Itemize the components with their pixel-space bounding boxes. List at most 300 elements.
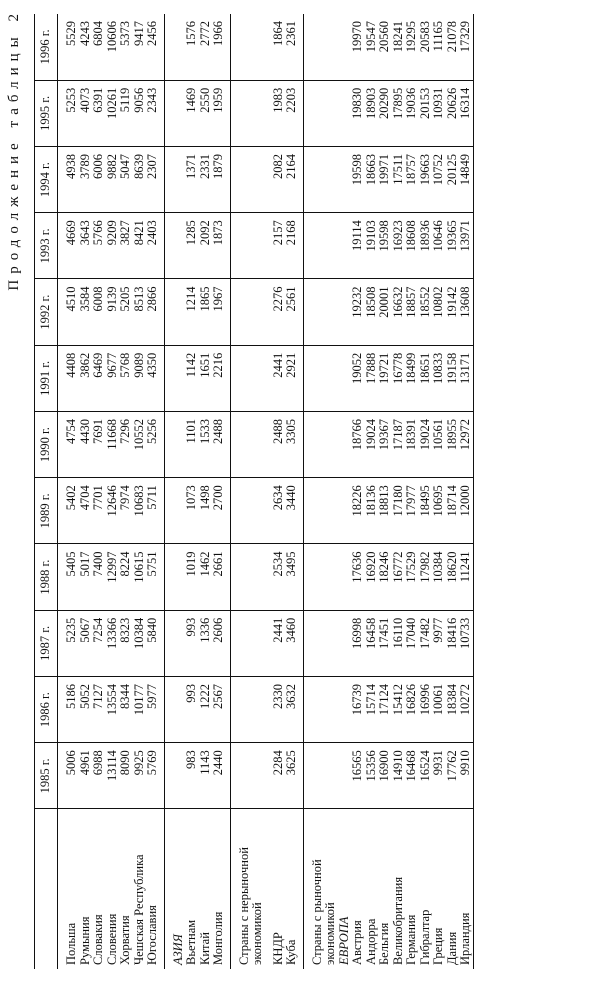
value-cell: 1214 bbox=[185, 279, 199, 345]
value-cell: 9977 bbox=[432, 610, 446, 676]
value-cell: 6469 bbox=[92, 345, 106, 411]
value-cell: 20125 bbox=[446, 147, 460, 213]
value-cell: 1576 bbox=[185, 14, 199, 80]
value-cell: 2700 bbox=[212, 478, 226, 544]
value-cell: 2921 bbox=[285, 345, 299, 411]
country-name: Бельгия bbox=[377, 922, 391, 965]
value-cell: 3625 bbox=[285, 743, 299, 809]
section-title-row bbox=[324, 14, 338, 969]
value-cell: 10931 bbox=[432, 80, 446, 146]
value-cell: 2561 bbox=[285, 279, 299, 345]
section-title-row bbox=[251, 14, 265, 969]
value-cell: 17329 bbox=[459, 14, 473, 80]
country-name: Австрия bbox=[350, 920, 364, 965]
section-title: ЕВРОПА bbox=[336, 916, 351, 965]
header-row bbox=[35, 14, 58, 969]
value-cell: 19663 bbox=[419, 147, 433, 213]
table-row bbox=[392, 14, 406, 969]
value-cell: 18226 bbox=[351, 478, 365, 544]
value-cell: 2441 bbox=[272, 610, 286, 676]
value-cell: 3632 bbox=[285, 677, 299, 743]
table-row bbox=[459, 14, 473, 969]
value-cell: 2307 bbox=[146, 147, 160, 213]
value-cell: 18499 bbox=[405, 345, 419, 411]
value-cell: 17636 bbox=[351, 544, 365, 610]
value-cell: 2284 bbox=[272, 743, 286, 809]
value-cell: 16996 bbox=[419, 677, 433, 743]
country-name: Югославия bbox=[145, 905, 159, 965]
value-cell: 19971 bbox=[378, 147, 392, 213]
header-blank bbox=[35, 809, 58, 969]
year-header: 1987 г. bbox=[35, 610, 58, 676]
country-name: Словакия bbox=[91, 914, 105, 965]
value-cell: 6391 bbox=[92, 80, 106, 146]
value-cell: 5711 bbox=[146, 478, 160, 544]
value-cell: 5766 bbox=[92, 213, 106, 279]
value-cell: 16778 bbox=[392, 345, 406, 411]
value-cell: 10177 bbox=[133, 677, 147, 743]
value-cell: 993 bbox=[185, 610, 199, 676]
table-row bbox=[185, 14, 199, 969]
value-cell: 4430 bbox=[79, 412, 93, 478]
year-header: 1992 г. bbox=[35, 279, 58, 345]
value-cell: 1371 bbox=[185, 147, 199, 213]
value-cell: 17529 bbox=[405, 544, 419, 610]
value-cell: 5405 bbox=[65, 544, 79, 610]
value-cell: 6008 bbox=[92, 279, 106, 345]
value-cell: 1966 bbox=[212, 14, 226, 80]
value-cell: 7254 bbox=[92, 610, 106, 676]
value-cell: 10615 bbox=[133, 544, 147, 610]
year-header: 1996 г. bbox=[35, 14, 58, 80]
value-cell: 5768 bbox=[119, 345, 133, 411]
value-cell: 9910 bbox=[459, 743, 473, 809]
section-title-row bbox=[238, 14, 252, 969]
table-row bbox=[419, 14, 433, 969]
value-cell: 5235 bbox=[65, 610, 79, 676]
value-cell: 20290 bbox=[378, 80, 392, 146]
value-cell: 10552 bbox=[133, 412, 147, 478]
value-cell: 12997 bbox=[106, 544, 120, 610]
value-cell: 5977 bbox=[146, 677, 160, 743]
value-cell: 17451 bbox=[378, 610, 392, 676]
value-cell: 17124 bbox=[378, 677, 392, 743]
section-title-row bbox=[311, 14, 325, 969]
value-cell: 17982 bbox=[419, 544, 433, 610]
value-cell: 5186 bbox=[65, 677, 79, 743]
table-row bbox=[146, 14, 160, 969]
value-cell: 5119 bbox=[119, 80, 133, 146]
value-cell: 9677 bbox=[106, 345, 120, 411]
value-cell: 21078 bbox=[446, 14, 460, 80]
value-cell: 2550 bbox=[199, 80, 213, 146]
value-cell: 8224 bbox=[119, 544, 133, 610]
value-cell: 9925 bbox=[133, 743, 147, 809]
value-cell: 15412 bbox=[392, 677, 406, 743]
value-cell: 3789 bbox=[79, 147, 93, 213]
value-cell: 13171 bbox=[459, 345, 473, 411]
value-cell: 9089 bbox=[133, 345, 147, 411]
value-cell: 2331 bbox=[199, 147, 213, 213]
value-cell: 18813 bbox=[378, 478, 392, 544]
value-cell: 19547 bbox=[365, 14, 379, 80]
value-cell: 13114 bbox=[106, 743, 120, 809]
value-cell: 1983 bbox=[272, 80, 286, 146]
value-cell: 19295 bbox=[405, 14, 419, 80]
value-cell: 18936 bbox=[419, 213, 433, 279]
value-cell: 5373 bbox=[119, 14, 133, 80]
value-cell: 5052 bbox=[79, 677, 93, 743]
value-cell: 19024 bbox=[365, 412, 379, 478]
value-cell: 20583 bbox=[419, 14, 433, 80]
value-cell: 19024 bbox=[419, 412, 433, 478]
value-cell: 7691 bbox=[92, 412, 106, 478]
country-name: Китай bbox=[197, 932, 212, 965]
value-cell: 20001 bbox=[378, 279, 392, 345]
value-cell: 15356 bbox=[365, 743, 379, 809]
year-header: 1991 г. bbox=[35, 345, 58, 411]
value-cell: 18608 bbox=[405, 213, 419, 279]
value-cell: 17511 bbox=[392, 147, 406, 213]
value-cell: 2488 bbox=[272, 412, 286, 478]
value-cell: 19598 bbox=[351, 147, 365, 213]
value-cell: 17187 bbox=[392, 412, 406, 478]
table-row bbox=[405, 14, 419, 969]
country-name: Вьетнам bbox=[184, 919, 198, 965]
value-cell: 11241 bbox=[459, 544, 473, 610]
value-cell: 19158 bbox=[446, 345, 460, 411]
table-row bbox=[365, 14, 379, 969]
value-cell: 1285 bbox=[185, 213, 199, 279]
value-cell: 4073 bbox=[79, 80, 93, 146]
value-cell: 10561 bbox=[432, 412, 446, 478]
section-title: Страны с нерыночной bbox=[236, 847, 251, 965]
value-cell: 20153 bbox=[419, 80, 433, 146]
value-cell: 7974 bbox=[119, 478, 133, 544]
value-cell: 2441 bbox=[272, 345, 286, 411]
value-cell: 5006 bbox=[65, 743, 79, 809]
year-header: 1989 г. bbox=[35, 478, 58, 544]
value-cell: 3460 bbox=[285, 610, 299, 676]
value-cell: 1019 bbox=[185, 544, 199, 610]
section-title: экономикой bbox=[323, 902, 337, 965]
table-row bbox=[272, 14, 286, 969]
value-cell: 11165 bbox=[432, 14, 446, 80]
value-cell: 1959 bbox=[212, 80, 226, 146]
value-cell: 1865 bbox=[199, 279, 213, 345]
value-cell: 10061 bbox=[432, 677, 446, 743]
section-title-row bbox=[172, 14, 186, 969]
value-cell: 16110 bbox=[392, 610, 406, 676]
value-cell: 2168 bbox=[285, 213, 299, 279]
value-cell: 4754 bbox=[65, 412, 79, 478]
value-cell: 10261 bbox=[106, 80, 120, 146]
value-cell: 1336 bbox=[199, 610, 213, 676]
table-row bbox=[432, 14, 446, 969]
value-cell: 8639 bbox=[133, 147, 147, 213]
value-cell: 5402 bbox=[65, 478, 79, 544]
year-header: 1994 г. bbox=[35, 147, 58, 213]
value-cell: 2488 bbox=[212, 412, 226, 478]
country-name: Ирландия bbox=[459, 809, 473, 969]
value-cell: 2361 bbox=[285, 14, 299, 80]
table-row bbox=[446, 14, 460, 969]
value-cell: 2343 bbox=[146, 80, 160, 146]
data-table bbox=[34, 14, 474, 969]
value-cell: 3305 bbox=[285, 412, 299, 478]
value-cell: 16314 bbox=[459, 80, 473, 146]
value-cell: 3862 bbox=[79, 345, 93, 411]
value-cell: 2534 bbox=[272, 544, 286, 610]
country-name: Германия bbox=[404, 914, 418, 965]
section-title: АЗИЯ bbox=[170, 934, 185, 965]
country-name: Дания bbox=[444, 931, 459, 965]
value-cell: 14910 bbox=[392, 743, 406, 809]
value-cell: 1498 bbox=[199, 478, 213, 544]
value-cell: 10272 bbox=[459, 677, 473, 743]
year-header: 1990 г. bbox=[35, 412, 58, 478]
value-cell: 1101 bbox=[185, 412, 199, 478]
value-cell: 10733 bbox=[459, 610, 473, 676]
value-cell: 18757 bbox=[405, 147, 419, 213]
value-cell: 4350 bbox=[146, 345, 160, 411]
value-cell: 2330 bbox=[272, 677, 286, 743]
value-cell: 7400 bbox=[92, 544, 106, 610]
value-cell: 17895 bbox=[392, 80, 406, 146]
value-cell: 2866 bbox=[146, 279, 160, 345]
value-cell: 10384 bbox=[432, 544, 446, 610]
value-cell: 19830 bbox=[351, 80, 365, 146]
value-cell: 16458 bbox=[365, 610, 379, 676]
value-cell: 3643 bbox=[79, 213, 93, 279]
value-cell: 3584 bbox=[79, 279, 93, 345]
value-cell: 10833 bbox=[432, 345, 446, 411]
value-cell: 2203 bbox=[285, 80, 299, 146]
value-cell: 19103 bbox=[365, 213, 379, 279]
value-cell: 5047 bbox=[119, 147, 133, 213]
value-cell: 5253 bbox=[65, 80, 79, 146]
value-cell: 18495 bbox=[419, 478, 433, 544]
value-cell: 2216 bbox=[212, 345, 226, 411]
value-cell: 1222 bbox=[199, 677, 213, 743]
year-header: 1993 г. bbox=[35, 213, 58, 279]
value-cell: 17977 bbox=[405, 478, 419, 544]
value-cell: 18903 bbox=[365, 80, 379, 146]
value-cell: 1073 bbox=[185, 478, 199, 544]
value-cell: 17888 bbox=[365, 345, 379, 411]
country-name: Чешская Республика bbox=[131, 854, 146, 965]
value-cell: 9931 bbox=[432, 743, 446, 809]
section-title: Страны с рыночной bbox=[309, 859, 324, 965]
value-cell: 8344 bbox=[119, 677, 133, 743]
value-cell: 10683 bbox=[133, 478, 147, 544]
value-cell: 15714 bbox=[365, 677, 379, 743]
value-cell: 18552 bbox=[419, 279, 433, 345]
value-cell: 8090 bbox=[119, 743, 133, 809]
value-cell: 10384 bbox=[133, 610, 147, 676]
section-title-row bbox=[338, 14, 352, 969]
table-row bbox=[285, 14, 299, 969]
value-cell: 2164 bbox=[285, 147, 299, 213]
value-cell: 19232 bbox=[351, 279, 365, 345]
value-cell: 20626 bbox=[446, 80, 460, 146]
value-cell: 10695 bbox=[432, 478, 446, 544]
value-cell: 18857 bbox=[405, 279, 419, 345]
value-cell: 8421 bbox=[133, 213, 147, 279]
value-cell: 3440 bbox=[285, 478, 299, 544]
table-row bbox=[133, 14, 147, 969]
value-cell: 11668 bbox=[106, 412, 120, 478]
value-cell: 6006 bbox=[92, 147, 106, 213]
value-cell: 7296 bbox=[119, 412, 133, 478]
value-cell: 18620 bbox=[446, 544, 460, 610]
value-cell: 1143 bbox=[199, 743, 213, 809]
value-cell: 16632 bbox=[392, 279, 406, 345]
value-cell: 16468 bbox=[405, 743, 419, 809]
value-cell: 19598 bbox=[378, 213, 392, 279]
value-cell: 3495 bbox=[285, 544, 299, 610]
value-cell: 10802 bbox=[432, 279, 446, 345]
value-cell: 2772 bbox=[199, 14, 213, 80]
country-name: Куба bbox=[284, 939, 298, 965]
value-cell: 16565 bbox=[351, 743, 365, 809]
country-name: Словения bbox=[104, 913, 119, 965]
value-cell: 4243 bbox=[79, 14, 93, 80]
value-cell: 2082 bbox=[272, 147, 286, 213]
value-cell: 18241 bbox=[392, 14, 406, 80]
value-cell: 6988 bbox=[92, 743, 106, 809]
value-cell: 16826 bbox=[405, 677, 419, 743]
table-row bbox=[119, 14, 133, 969]
value-cell: 9056 bbox=[133, 80, 147, 146]
value-cell: 12000 bbox=[459, 478, 473, 544]
value-cell: 9209 bbox=[106, 213, 120, 279]
value-cell: 4510 bbox=[65, 279, 79, 345]
value-cell: 993 bbox=[185, 677, 199, 743]
value-cell: 7701 bbox=[92, 478, 106, 544]
value-cell: 5017 bbox=[79, 544, 93, 610]
value-cell: 2606 bbox=[212, 610, 226, 676]
value-cell: 9882 bbox=[106, 147, 120, 213]
value-cell: 19142 bbox=[446, 279, 460, 345]
value-cell: 18508 bbox=[365, 279, 379, 345]
value-cell: 983 bbox=[185, 743, 199, 809]
value-cell: 17482 bbox=[419, 610, 433, 676]
year-header: 1988 г. bbox=[35, 544, 58, 610]
value-cell: 2403 bbox=[146, 213, 160, 279]
value-cell: 17180 bbox=[392, 478, 406, 544]
table-row bbox=[378, 14, 392, 969]
value-cell: 1462 bbox=[199, 544, 213, 610]
table-caption: Продолжение таблицы 2 bbox=[6, 8, 22, 291]
value-cell: 2440 bbox=[212, 743, 226, 809]
value-cell: 5067 bbox=[79, 610, 93, 676]
value-cell: 5256 bbox=[146, 412, 160, 478]
value-cell: 17762 bbox=[446, 743, 460, 809]
year-header: 1986 г. bbox=[35, 677, 58, 743]
value-cell: 18651 bbox=[419, 345, 433, 411]
country-name: Румыния bbox=[77, 916, 92, 965]
value-cell: 12646 bbox=[106, 478, 120, 544]
value-cell: 4408 bbox=[65, 345, 79, 411]
value-cell: 4669 bbox=[65, 213, 79, 279]
value-cell: 1879 bbox=[212, 147, 226, 213]
value-cell: 18766 bbox=[351, 412, 365, 478]
value-cell: 10646 bbox=[432, 213, 446, 279]
value-cell: 10606 bbox=[106, 14, 120, 80]
value-cell: 19036 bbox=[405, 80, 419, 146]
value-cell: 18246 bbox=[378, 544, 392, 610]
year-header: 1985 г. bbox=[35, 743, 58, 809]
value-cell: 3827 bbox=[119, 213, 133, 279]
table-row bbox=[199, 14, 213, 969]
country-name: Андорра bbox=[363, 918, 378, 965]
value-cell: 19721 bbox=[378, 345, 392, 411]
value-cell: 19052 bbox=[351, 345, 365, 411]
value-cell: 13366 bbox=[106, 610, 120, 676]
value-cell: 19365 bbox=[446, 213, 460, 279]
value-cell: 16524 bbox=[419, 743, 433, 809]
value-cell: 1651 bbox=[199, 345, 213, 411]
value-cell: 5751 bbox=[146, 544, 160, 610]
value-cell: 2092 bbox=[199, 213, 213, 279]
value-cell: 10752 bbox=[432, 147, 446, 213]
table-row bbox=[212, 14, 226, 969]
value-cell: 20560 bbox=[378, 14, 392, 80]
value-cell: 2276 bbox=[272, 279, 286, 345]
value-cell: 9139 bbox=[106, 279, 120, 345]
value-cell: 1873 bbox=[212, 213, 226, 279]
country-name: Польша bbox=[64, 922, 78, 965]
value-cell: 5205 bbox=[119, 279, 133, 345]
value-cell: 18663 bbox=[365, 147, 379, 213]
value-cell: 16920 bbox=[365, 544, 379, 610]
country-name: Греция bbox=[431, 927, 445, 965]
value-cell: 18955 bbox=[446, 412, 460, 478]
table-row bbox=[65, 14, 79, 969]
value-cell: 13554 bbox=[106, 677, 120, 743]
value-cell: 18416 bbox=[446, 610, 460, 676]
value-cell: 18391 bbox=[405, 412, 419, 478]
value-cell: 2567 bbox=[212, 677, 226, 743]
value-cell: 1533 bbox=[199, 412, 213, 478]
value-cell: 1967 bbox=[212, 279, 226, 345]
value-cell: 1142 bbox=[185, 345, 199, 411]
table-row bbox=[351, 14, 365, 969]
value-cell: 18136 bbox=[365, 478, 379, 544]
value-cell: 19970 bbox=[351, 14, 365, 80]
value-cell: 16739 bbox=[351, 677, 365, 743]
value-cell: 8513 bbox=[133, 279, 147, 345]
value-cell: 16923 bbox=[392, 213, 406, 279]
value-cell: 9417 bbox=[133, 14, 147, 80]
value-cell: 4938 bbox=[65, 147, 79, 213]
value-cell: 2661 bbox=[212, 544, 226, 610]
value-cell: 1469 bbox=[185, 80, 199, 146]
value-cell: 6804 bbox=[92, 14, 106, 80]
value-cell: 13971 bbox=[459, 213, 473, 279]
value-cell: 18714 bbox=[446, 478, 460, 544]
country-name: КНДР bbox=[270, 932, 285, 965]
value-cell: 4704 bbox=[79, 478, 93, 544]
value-cell: 4961 bbox=[79, 743, 93, 809]
section-title: экономикой bbox=[250, 902, 264, 965]
table-row bbox=[92, 14, 106, 969]
value-cell: 18384 bbox=[446, 677, 460, 743]
value-cell: 5769 bbox=[146, 743, 160, 809]
value-cell: 8323 bbox=[119, 610, 133, 676]
value-cell: 5840 bbox=[146, 610, 160, 676]
